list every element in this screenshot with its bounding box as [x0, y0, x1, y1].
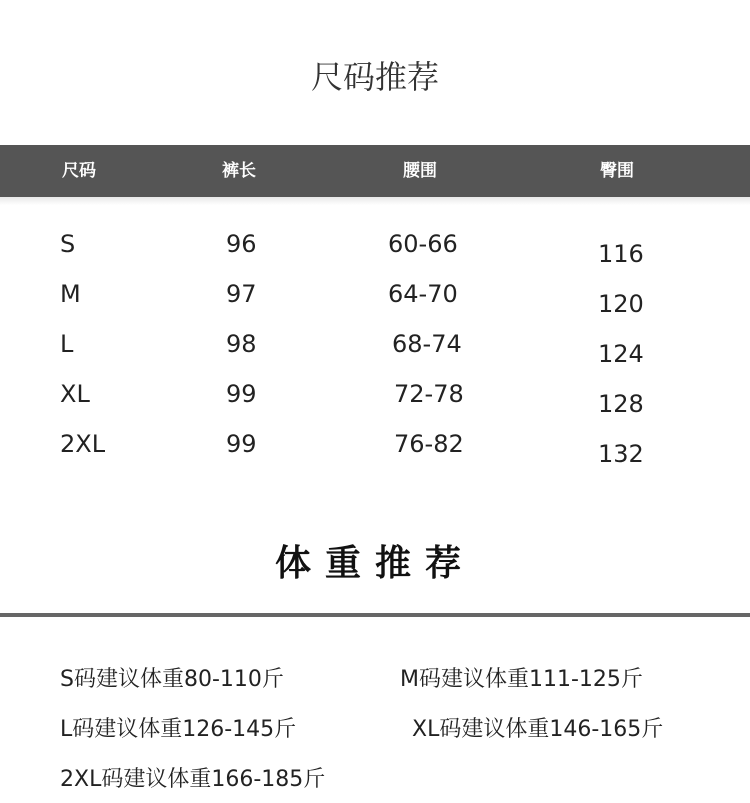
table-row [0, 380, 750, 430]
column-header-hip: 臀围 [600, 161, 634, 181]
cell-size: L [60, 330, 74, 358]
cell-size: XL [60, 380, 90, 408]
size-recommendation-title: 尺码推荐 [310, 58, 439, 96]
table-row [0, 430, 750, 480]
cell-hip: 124 [598, 340, 644, 368]
divider [0, 613, 750, 617]
cell-hip: 132 [598, 440, 644, 468]
header-shadow [0, 197, 750, 205]
cell-hip: 120 [598, 290, 644, 318]
column-header-waist: 腰围 [403, 161, 437, 181]
weight-rec-l: L码建议体重126-145斤 [60, 717, 297, 742]
cell-length: 98 [226, 330, 257, 358]
cell-waist: 72-78 [394, 380, 464, 408]
cell-length: 99 [226, 380, 257, 408]
weight-recommendation-title: 体重推荐 [274, 543, 475, 584]
cell-length: 99 [226, 430, 257, 458]
weight-rec-xl: XL码建议体重146-165斤 [412, 717, 664, 742]
cell-waist: 76-82 [394, 430, 464, 458]
cell-length: 96 [226, 230, 257, 258]
table-header [0, 145, 750, 197]
weight-rec-m: M码建议体重111-125斤 [400, 667, 643, 692]
cell-hip: 128 [598, 390, 644, 418]
cell-waist: 60-66 [388, 230, 458, 258]
cell-size: 2XL [60, 430, 106, 458]
weight-rec-s: S码建议体重80-110斤 [60, 667, 284, 692]
table-row [0, 330, 750, 380]
cell-size: S [60, 230, 76, 258]
cell-hip: 116 [598, 240, 644, 268]
cell-waist: 64-70 [388, 280, 458, 308]
table-row [0, 230, 750, 280]
cell-waist: 68-74 [392, 330, 462, 358]
cell-size: M [60, 280, 81, 308]
size-table [0, 230, 750, 480]
cell-length: 97 [226, 280, 257, 308]
column-header-size: 尺码 [62, 161, 96, 181]
column-header-length: 裤长 [222, 161, 256, 181]
weight-rec-2xl: 2XL码建议体重166-185斤 [60, 767, 326, 792]
table-row [0, 280, 750, 330]
